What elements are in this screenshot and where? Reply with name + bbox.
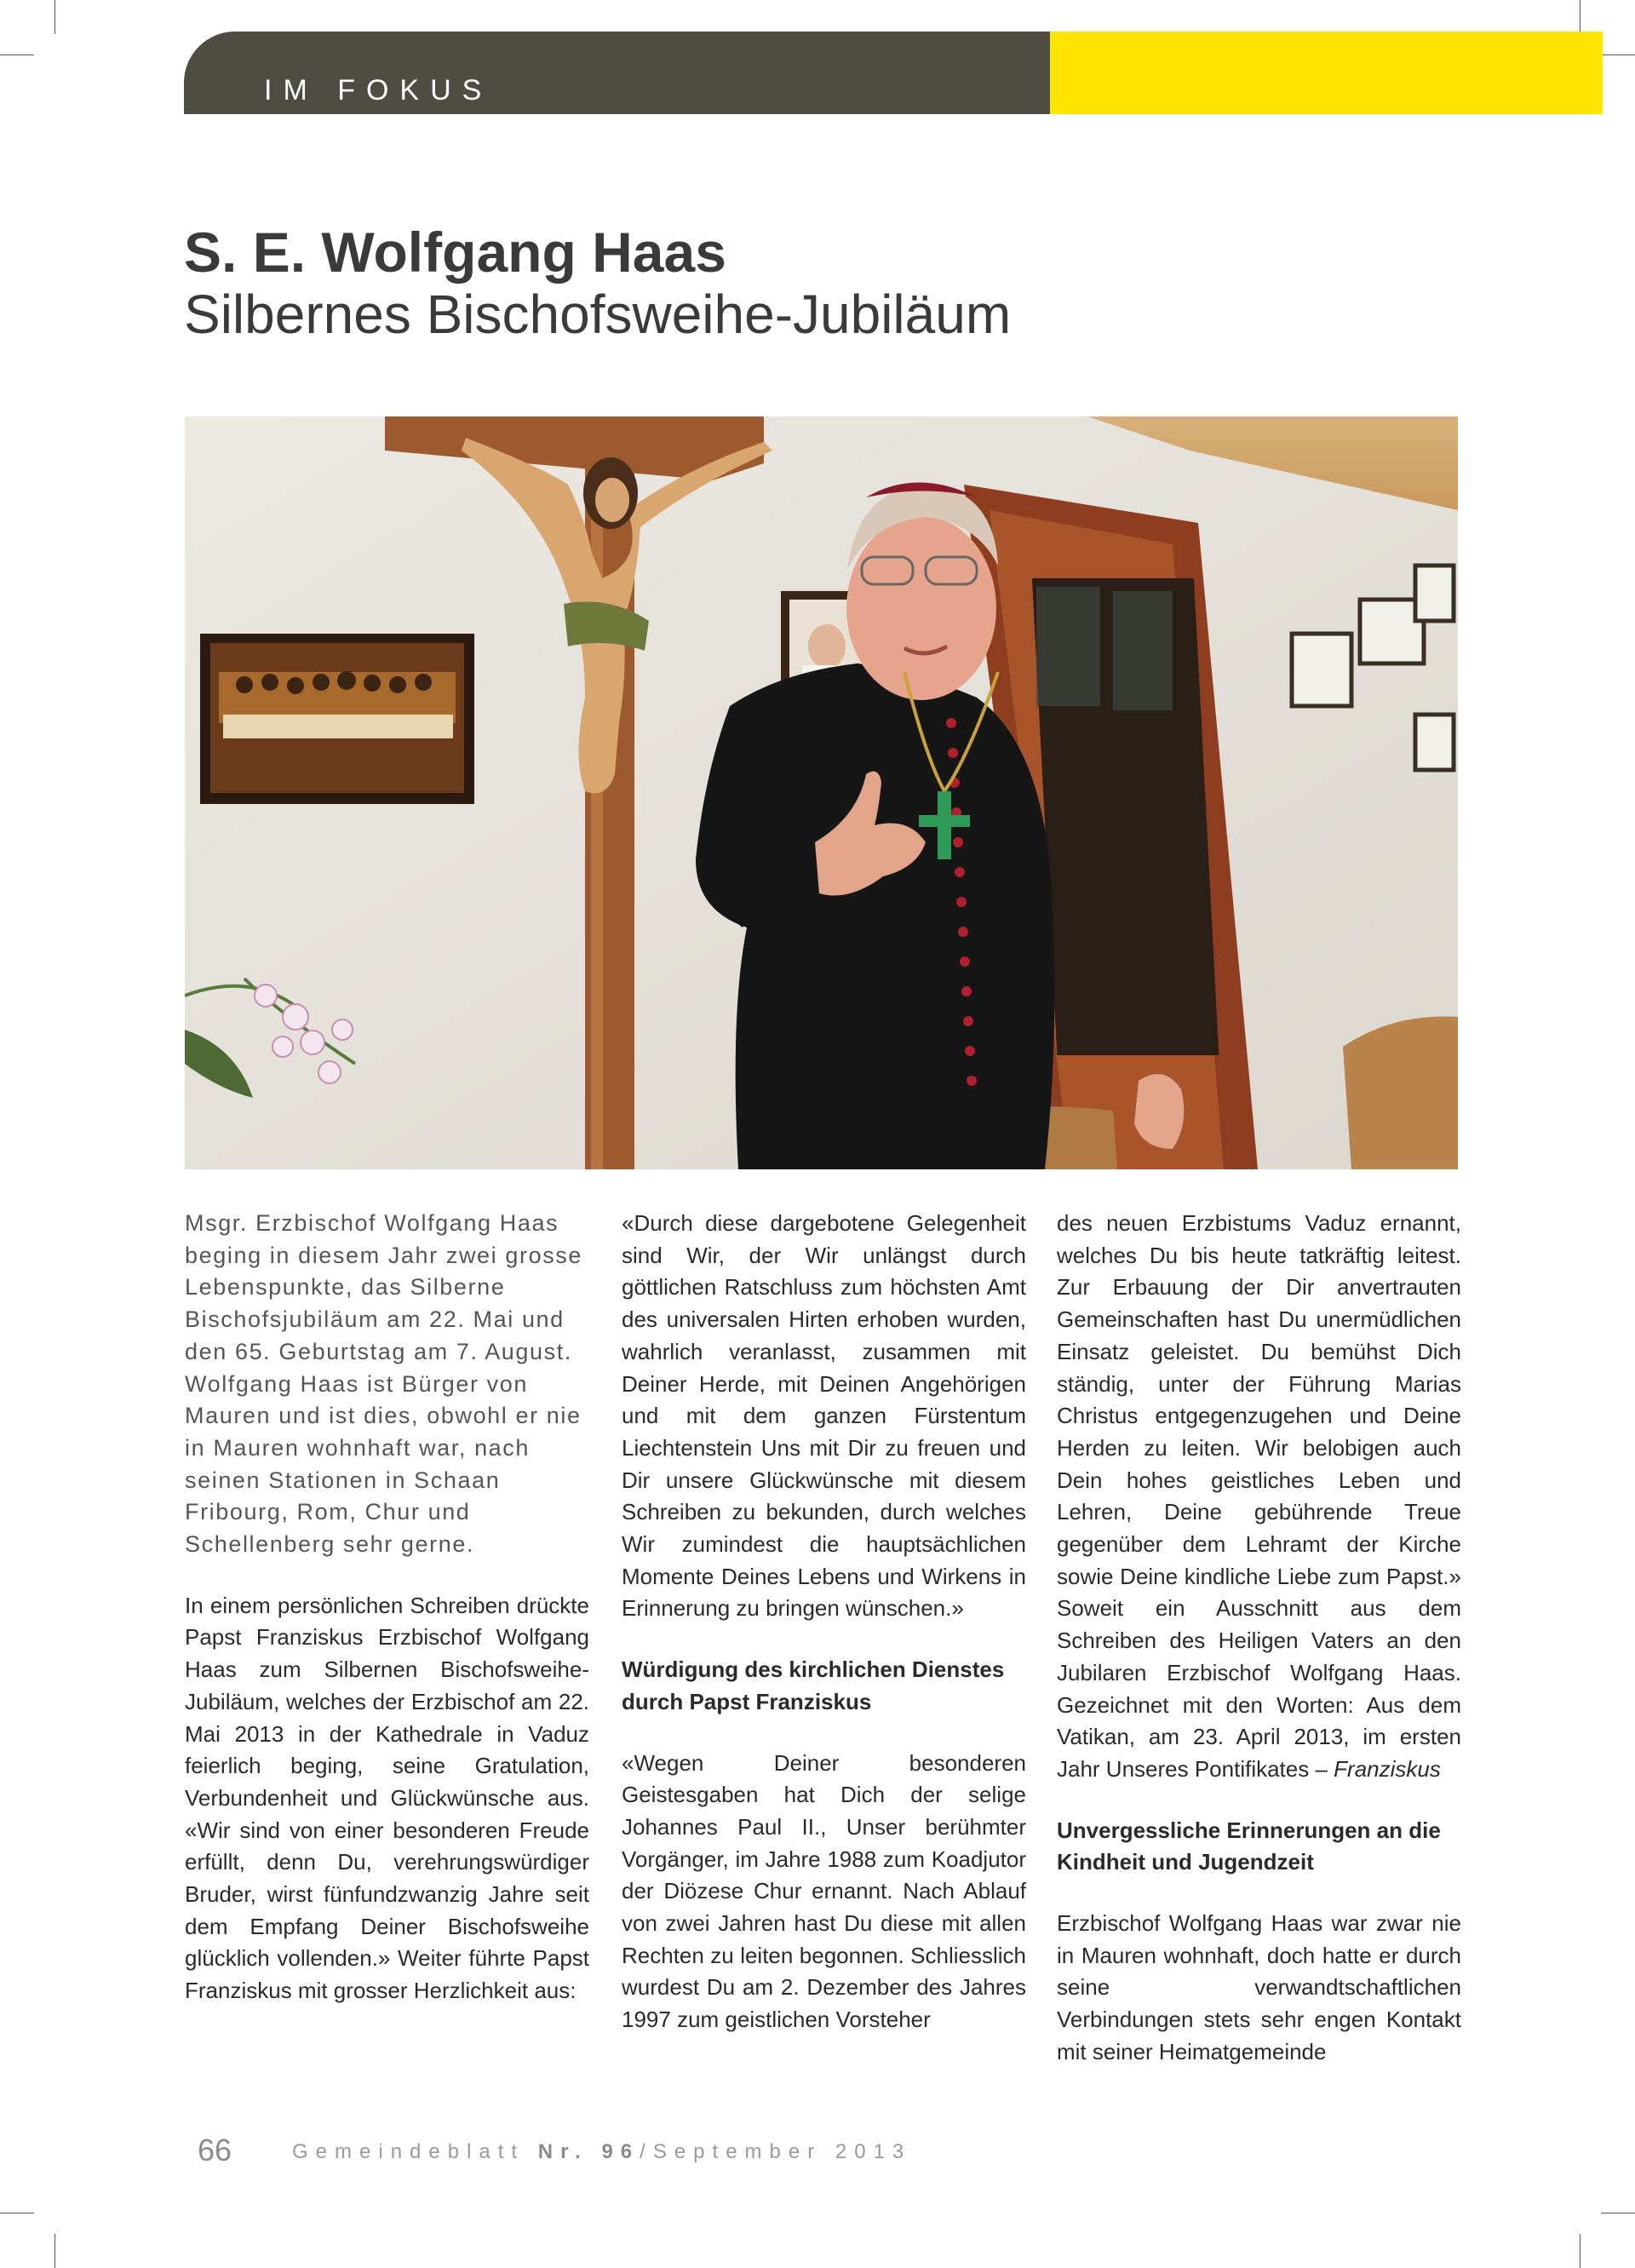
section-heading: Würdigung des kirchlichen Dienstes durch Papst Franziskus — [622, 1657, 1005, 1714]
lead-paragraph: Msgr. Erzbischof Wolfgang Haas beging in diesem Jahr zwei grosse Lebenspunkte, das Silberne Bischofsjubiläum am 22. Mai und den 65. Geburtstag am 7. August. Wolfgang Haas ist Bürger von Mauren und ist dies, obwohl er nie in Mauren wohnhaft war, nach seinen Stationen in Schaan Fribourg, Rom, Chur und Schellenberg sehr gerne. — [185, 1210, 583, 1558]
article-subtitle: Silbernes Bischofsweihe-Jubiläum — [184, 284, 1012, 345]
issue-prefix: Nr. — [537, 2140, 588, 2163]
publication-name: Gemeindeblatt — [292, 2140, 525, 2163]
body-paragraph: In einem persönlichen Schreiben drückte Papst Franziskus Erzbischof Wolfgang Haas zum Silbernen Bischofsweihe-Jubiläum, welches der Erzbischof am 22. Mai 2013 in der Kathedrale in Vaduz feierlich beging, seine Gratulation, Verbundenheit und Glückwünsche aus. «Wir sind von einer besonderen Freude erfüllt, denn Du, verehrungswürdiger Bruder, wirst fünfundzwanzig Jahre seit dem Empfang Deiner Bischofsweihe glücklich vollenden.» Weiter führte Papst Franziskus mit grosser Herzlichkeit aus: — [185, 1592, 589, 2004]
pope-signature: Franziskus — [1334, 1755, 1441, 1782]
body-paragraph: «Wegen Deiner besonderen Geistesgaben hat Dich der selige Johannes Paul II., Unser berühmter Vorgänger, im Jahre 1988 zum Koadjutor der Diözese Chur ernannt. Nach Ablauf von zwei Jahren hast Du diese mit allen Rechten zu leiten begonnen. Schliesslich wurdest Du am 2. Dezember des Jahres 1997 zum geistlichen Vorsteher — [622, 1749, 1026, 2033]
crop-mark — [54, 2234, 55, 2268]
accent-bar — [1050, 32, 1603, 114]
publication-footer — [292, 2140, 911, 2164]
issue-number: 96 — [601, 2140, 640, 2163]
text-column-3 — [1057, 1208, 1461, 2098]
section-label: IM FOKUS — [264, 74, 493, 106]
letter-text: des neuen Erzbistums Vaduz ernannt, welches Du bis heute tatkräftig leitest. Zur Erbauung der Dir anvertrauten Gemeinschaften hast Du unermüdlichen Einsatz geleistet. Du bemühst Dich ständig, unter der Führung Marias Christus entgegenzugehen und Deine Herden zu leiten. Wir belobigen auch Dein hohes geistliches Leben und Lehren, Deine gebührende Treue gegenüber dem Lehramt der Kirche sowie Deine kindliche Liebe zum Papst.» Soweit ein Ausschnitt aus dem Schreiben des Heiligen Vaters an den Jubilaren Erzbischof Wolfgang Haas. Gezeichnet mit den Worten: Aus dem Vatikan, am 23. April 2013, im ersten Jahr Unseres Pontifikates – — [1057, 1210, 1461, 1782]
section-heading: Unvergessliche Erinnerungen an die Kindheit und Jugendzeit — [1057, 1817, 1441, 1875]
section-banner — [184, 32, 1050, 114]
page-number: 66 — [198, 2133, 232, 2168]
article-photo — [185, 416, 1458, 1169]
crop-mark — [54, 0, 55, 34]
text-column-2 — [622, 1208, 1026, 2065]
body-paragraph — [1057, 1208, 1461, 1786]
issue-date: /September 2013 — [640, 2140, 912, 2163]
article-title: S. E. Wolfgang Haas — [184, 221, 726, 284]
body-paragraph: «Durch diese dargebotene Gelegenheit sind Wir, der Wir unlängst durch göttlichen Ratschluss zum höchsten Amt des universalen Hirten erhoben wurden, wahrlich veranlasst, zusammen mit Deiner Herde, mit Deinen Angehörigen und mit dem ganzen Fürstentum Liechtenstein Uns mit Dir zu freuen und Dir unsere Glückwünsche mit diesem Schreiben zu bekunden, durch welches Wir zumindest die hauptsächlichen Momente Deines Lebens und Wirkens in Erinnerung zu bringen wünschen.» — [622, 1210, 1026, 1622]
text-column-1 — [185, 1208, 589, 2036]
body-paragraph: Erzbischof Wolfgang Haas war zwar nie in Mauren wohnhaft, doch hatte er durch seine verwandtschaftlichen Verbindungen stets sehr engen Kontakt mit seiner Heimatgemeinde — [1057, 1910, 1461, 2064]
